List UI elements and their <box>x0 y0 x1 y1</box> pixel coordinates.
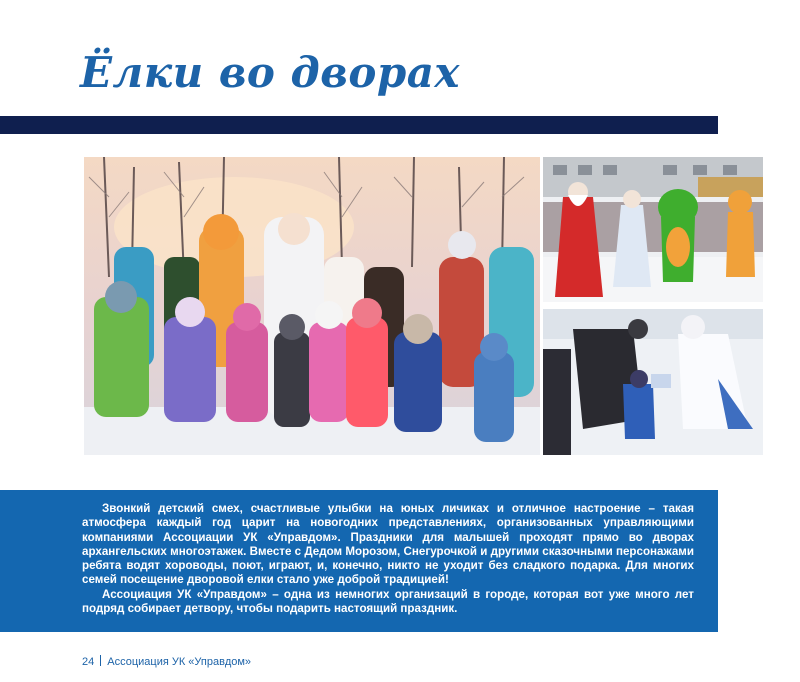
top-right-photo <box>543 157 763 302</box>
publication-name: Ассоциация УК «Управдом» <box>107 656 252 668</box>
children-with-santa-and-costume-characters-photo <box>84 157 540 455</box>
bottom-right-photo <box>543 309 763 455</box>
article-paragraph-1: Звонкий детский смех, счастливые улыбки на юных личиках и отличное настроение – такая атмосфера каждый год царит на новогодних представлениях, организованных управляющими компаниями Ассоциации УК «Управдом». Праздники для малышей проходят прямо во дворах архангельских многоэтажек. Вместе с Дедом Морозом, Снегурочкой и другими сказочными персонажами ребята водят хороводы, поют, играют, и, конечно, никто не уходит без сладкого подарка. Для многих семей посещение дворовой елки стало уже доброй традицией! <box>82 502 694 587</box>
snow-maiden-giving-gift-photo <box>543 309 763 455</box>
article-text-panel <box>0 490 718 632</box>
footer-separator <box>100 655 101 666</box>
page-number: 24 <box>82 656 95 668</box>
page-footer <box>82 655 251 668</box>
article-paragraph-2: Ассоциация УК «Управдом» – одна из немногих организаций в городе, которая вот уже много лет подряд собирает детвору, чтобы подарить настоящий праздник. <box>82 587 694 616</box>
title-divider-bar <box>0 116 718 134</box>
page-title: Ёлки во дворах <box>80 48 460 97</box>
santa-snow-maiden-dragon-mascot-photo <box>543 157 763 302</box>
article-body <box>82 502 694 616</box>
main-photo <box>84 157 540 455</box>
